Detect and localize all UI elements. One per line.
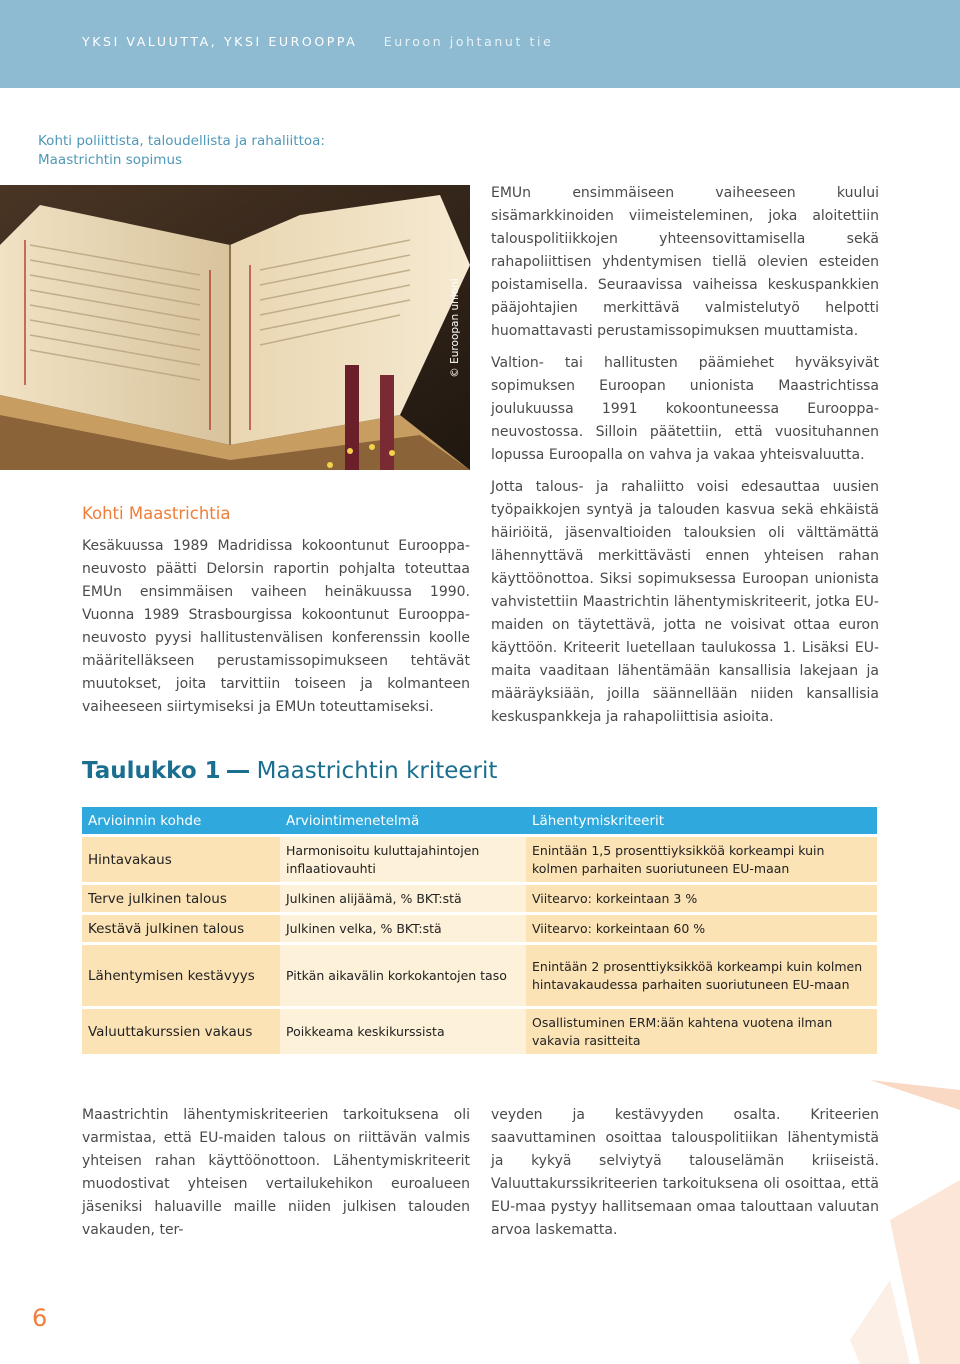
row-method: Poikkeama keskikurssista bbox=[280, 1006, 526, 1054]
page-number: 6 bbox=[32, 1304, 48, 1332]
row-subject: Hintavakaus bbox=[82, 834, 280, 882]
row-criterion: Osallistuminen ERM:ään kahtena vuotena ilman vakavia rasitteita bbox=[526, 1006, 877, 1054]
decorative-corner-shapes bbox=[830, 1070, 960, 1364]
table-title bbox=[82, 758, 497, 784]
running-header bbox=[82, 34, 553, 49]
table-row bbox=[82, 912, 877, 942]
row-criterion: Enintään 2 prosenttiyksikköä korkeampi kuin kolmen hintavakaudessa parhaiten suoriutuneen EU-maan bbox=[526, 942, 877, 1006]
header-assessment-method: Arviointimenetelmä bbox=[280, 807, 526, 834]
right-column bbox=[491, 182, 879, 738]
bottom-left-column bbox=[82, 1104, 470, 1242]
table-number: Taulukko 1 bbox=[82, 758, 221, 784]
row-subject: Kestävä julkinen talous bbox=[82, 912, 280, 942]
row-subject: Terve julkinen talous bbox=[82, 882, 280, 912]
header-chapter: Euroon johtanut tie bbox=[383, 34, 554, 49]
title-dash bbox=[227, 770, 249, 773]
header-series: YKSI VALUUTTA, YKSI EUROOPPA bbox=[82, 34, 358, 49]
header-assessment-subject: Arvioinnin kohde bbox=[82, 807, 280, 834]
book-photo bbox=[0, 185, 470, 470]
header-convergence-criteria: Lähentymiskriteerit bbox=[526, 807, 877, 834]
row-method: Pitkän aikavälin korkokantojen taso bbox=[280, 942, 526, 1006]
left-paragraph: Kesäkuussa 1989 Madridissa kokoontunut Eurooppa-neuvosto päätti Delorsin raportin pohjalta toteuttaa EMUn ensimmäisen vaiheen heinäkuussa 1990. Vuonna 1989 Strasbourgissa kokoontunut Eurooppa-neuvosto pyysi hallitustenvälisen konferenssin koolle määritelläkseen perustamissopimukseen tehtävät muutokset, joita tarvittiin toiseen ja kolmanteen vaiheeseen siirtymiseksi ja EMUn toteuttamiseksi. bbox=[82, 538, 470, 715]
row-criterion: Viitearvo: korkeintaan 3 % bbox=[526, 882, 877, 912]
criteria-table bbox=[82, 807, 877, 1054]
row-subject: Valuuttakurssien vakaus bbox=[82, 1006, 280, 1054]
section-heading: Kohti poliittista, taloudellista ja rahaliittoa: Maastrichtin sopimus bbox=[38, 133, 325, 168]
left-column bbox=[82, 535, 470, 719]
row-method: Julkinen alijäämä, % BKT:stä bbox=[280, 882, 526, 912]
row-subject: Lähentymisen kestävyys bbox=[82, 942, 280, 1006]
row-method: Harmonisoitu kuluttajahintojen inflaatiovauhti bbox=[280, 834, 526, 882]
row-criterion: Enintään 1,5 prosenttiyksikköä korkeampi kuin kolmen parhaiten suoriutuneen EU-maan bbox=[526, 834, 877, 882]
open-book-image bbox=[0, 185, 470, 470]
table-row bbox=[82, 942, 877, 1006]
table-title-text: Maastrichtin kriteerit bbox=[256, 758, 498, 784]
table-row bbox=[82, 834, 877, 882]
right-paragraph-1: EMUn ensimmäiseen vaiheeseen kuului sisämarkkinoiden viimeisteleminen, joka aloitettiin talouspolitiikkojen yhteensovittamisella sekä rahapoliittisen yhdentymisen tiellä olevien esteiden poistamisella. Seuraavissa vaiheissa keskuspankkien pääjohtajien merkittävä valmistelutyö helpotti huomattavasti perustamissopimuksen muuttamista. bbox=[491, 185, 879, 339]
right-paragraph-3: Jotta talous- ja rahaliitto voisi edesauttaa uusien työpaikkojen syntyä ja talouden kasvua sekä ehkäistä häiriöitä, jäsenvaltioiden talouksien oli välttämättä lähennyttävä merkittävästi ennen yhteisen rahan käyttöönottoa. Siksi sopimuksessa Euroopan unionista vahvistettiin Maastrichtin lähentymiskriteerit, jotka EU-maiden on täytettävä, jotta ne voisivat ottaa euron käyttöön. Kriteerit luetellaan taulukossa 1. Lisäksi EU-maita vaaditaan lähentämään kansallisia lakejaan ja määräyksiään, joilla säännellään niiden kansallisia keskuspankkeja ja rahapoliittisia asioita. bbox=[491, 479, 879, 725]
table-header-row bbox=[82, 807, 877, 834]
table-row bbox=[82, 1006, 877, 1054]
row-method: Julkinen velka, % BKT:stä bbox=[280, 912, 526, 942]
bottom-left-paragraph: Maastrichtin lähentymiskriteerien tarkoituksena oli varmistaa, että EU-maiden talous on riittävän valmis yhteisen rahan käyttöönottoon. Lähentymiskriteerit muodostivat yhteisen vertailukehikon euroalueen jäseniksi haluaville maille niiden julkisen talouden vakauden, ter- bbox=[82, 1107, 470, 1238]
row-criterion: Viitearvo: korkeintaan 60 % bbox=[526, 912, 877, 942]
bottom-right-column bbox=[491, 1104, 879, 1242]
table-row bbox=[82, 882, 877, 912]
photo-credit: © Euroopan unioni bbox=[449, 277, 461, 378]
bottom-right-paragraph: veyden ja kestävyyden osalta. Kriteerien saavuttaminen osoittaa talouspolitiikan lähentymistä ja kykyä selviytyä talouselämän kriiseistä. Valuuttakurssikriteerien tarkoituksena oli osoittaa, että EU-maa pystyy hallitsemaan omaa talouttaan valuutan arvoa laskematta. bbox=[491, 1107, 879, 1238]
left-subheading: Kohti Maastrichtia bbox=[82, 504, 231, 523]
right-paragraph-2: Valtion- tai hallitusten päämiehet hyväksyivät sopimuksen Euroopan unionista Maastrichtissa joulukuussa 1991 kokoontuneessa Eurooppa-neuvostossa. Silloin päätettiin, että vuosituhannen lopussa Euroopalla on vahva ja vakaa yhteisvaluutta. bbox=[491, 355, 879, 463]
